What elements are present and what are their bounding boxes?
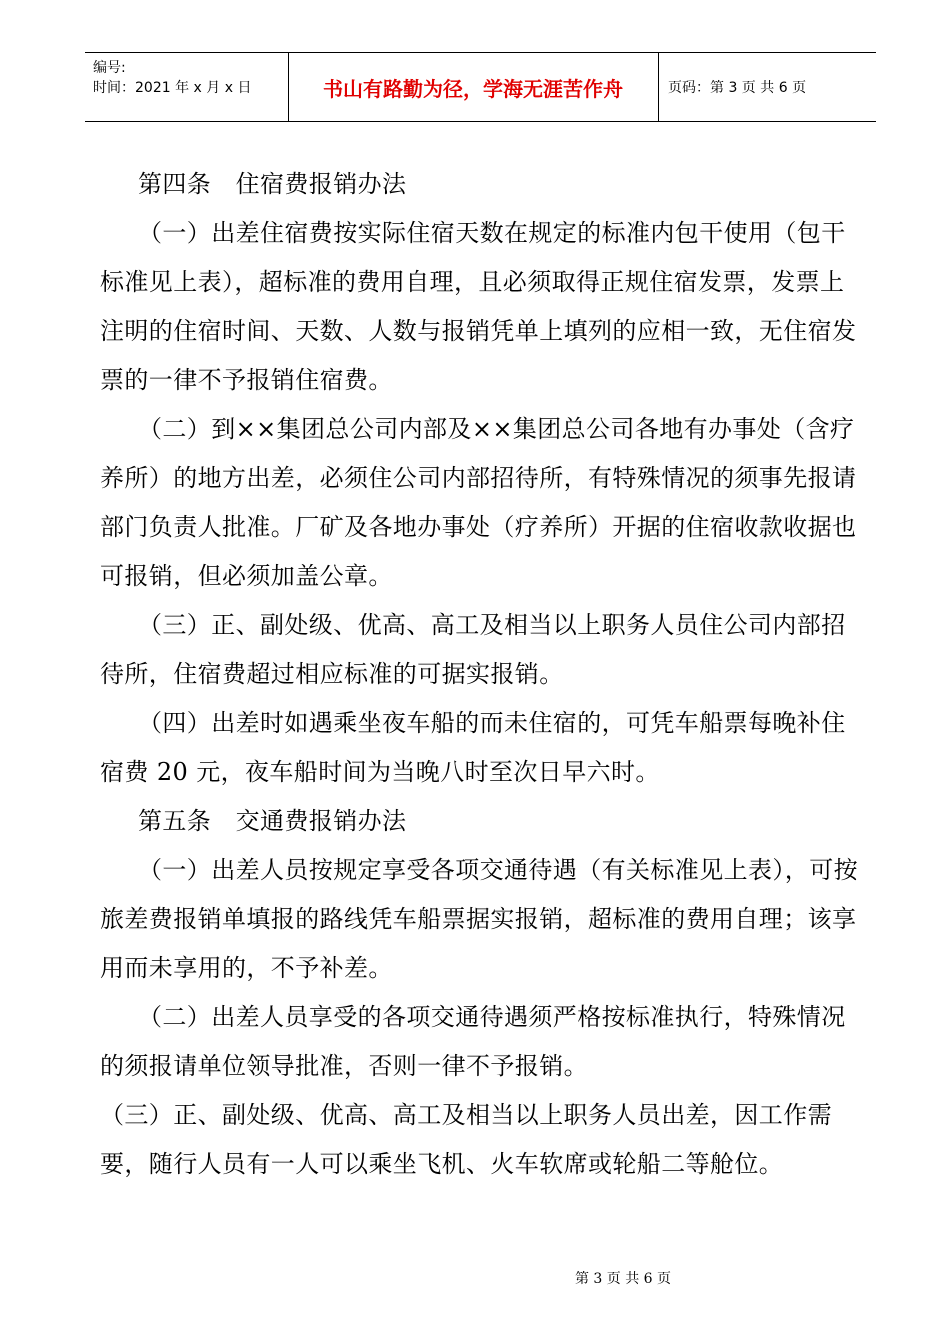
header-meta <box>93 58 251 98</box>
article-heading: 第四条 住宿费报销办法 <box>138 170 407 198</box>
header-page-label: 页码：第 3 页 共 6 页 <box>668 80 807 96</box>
paragraph: （二）到××集团总公司内部及××集团总公司各地有办事处（含疗养所）的地方出差，必须住公司内部招待所，有特殊情况的须事先报请部门负责人批准。厂矿及各地办事处（疗养所）开据的住宿收款收据也可报销，但必须加盖公章。 <box>100 415 857 590</box>
paragraph: （三）正、副处级、优高、高工及相当以上职务人员住公司内部招待所，住宿费超过相应标准的可据实报销。 <box>100 611 846 688</box>
article-heading: 第五条 交通费报销办法 <box>138 807 407 835</box>
time-label: 时间：2021 年 x 月 x 日 <box>93 80 252 96</box>
paragraph: （二）出差人员享受的各项交通待遇须严格按标准执行，特殊情况的须报请单位领导批准，否则一律不予报销。 <box>100 1003 846 1080</box>
serial-label: 编号: <box>93 60 126 76</box>
page-header <box>85 52 876 122</box>
header-motto: 书山有路勤为径，学海无涯苦作舟 <box>323 76 623 101</box>
header-divider <box>658 53 659 121</box>
page-footer: 第 3 页 共 6 页 <box>574 1271 672 1287</box>
paragraph: （三）正、副处级、优高、高工及相当以上职务人员出差，因工作需要，随行人员有一人可以乘坐飞机、火车软席或轮船二等舱位。 <box>100 1101 832 1178</box>
paragraph: （四）出差时如遇乘坐夜车船的而未住宿的，可凭车船票每晚补住宿费 20 元，夜车船时间为当晚八时至次日早六时。 <box>100 709 846 786</box>
document-body <box>100 160 860 1189</box>
paragraph: （一）出差人员按规定享受各项交通待遇（有关标准见上表），可按旅差费报销单填报的路线凭车船票据实报销，超标准的费用自理；该享用而未享用的，不予补差。 <box>100 856 858 982</box>
paragraph: （一）出差住宿费按实际住宿天数在规定的标准内包干使用（包干标准见上表），超标准的费用自理，且必须取得正规住宿发票，发票上注明的住宿时间、天数、人数与报销凭单上填列的应相一致，无住宿发票的一律不予报销住宿费。 <box>100 219 857 394</box>
